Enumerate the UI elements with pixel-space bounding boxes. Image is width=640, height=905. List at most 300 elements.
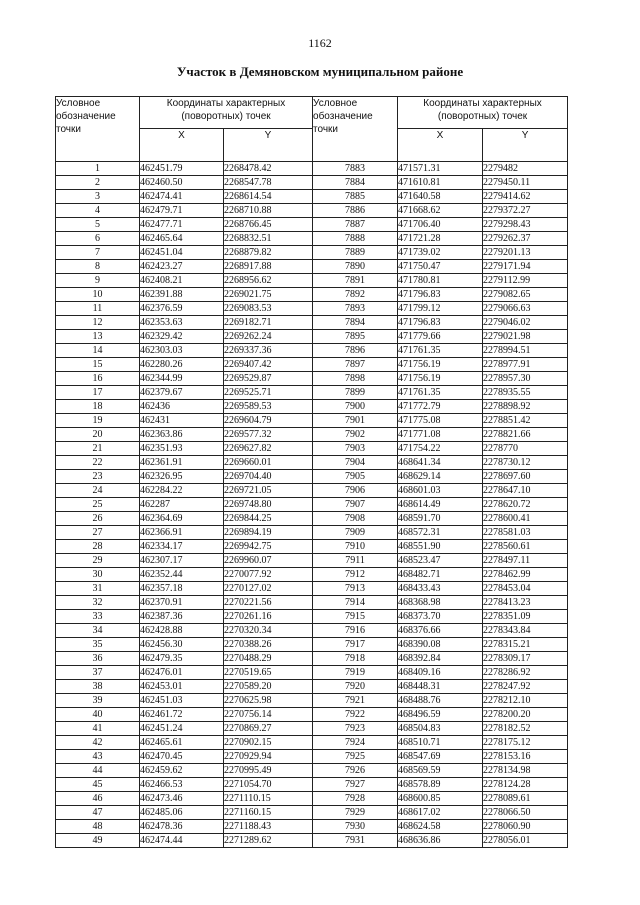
table-row bbox=[56, 610, 568, 624]
point-number-cell: 2 bbox=[56, 176, 140, 190]
point-number-cell: 49 bbox=[56, 834, 140, 848]
x-coordinate-cell: 471761.35 bbox=[398, 386, 483, 400]
x-coordinate-cell: 468624.58 bbox=[398, 820, 483, 834]
table-row bbox=[56, 372, 568, 386]
x-coordinate-cell: 462451.03 bbox=[140, 694, 224, 708]
point-number-cell: 7890 bbox=[313, 260, 398, 274]
x-coordinate-cell: 462423.27 bbox=[140, 260, 224, 274]
x-coordinate-cell: 471779.66 bbox=[398, 330, 483, 344]
point-number-cell: 3 bbox=[56, 190, 140, 204]
x-coordinate-cell: 462326.95 bbox=[140, 470, 224, 484]
x-coordinate-cell: 462451.79 bbox=[140, 162, 224, 176]
y-coordinate-cell: 2268614.54 bbox=[224, 190, 313, 204]
x-coordinate-cell: 462476.01 bbox=[140, 666, 224, 680]
point-number-cell: 7921 bbox=[313, 694, 398, 708]
point-number-cell: 7929 bbox=[313, 806, 398, 820]
table-row bbox=[56, 470, 568, 484]
point-number-cell: 7911 bbox=[313, 554, 398, 568]
y-coordinate-cell: 2269960.07 bbox=[224, 554, 313, 568]
y-coordinate-cell: 2278821.66 bbox=[483, 428, 568, 442]
x-coordinate-cell: 462459.62 bbox=[140, 764, 224, 778]
table-row bbox=[56, 764, 568, 778]
point-number-cell: 45 bbox=[56, 778, 140, 792]
y-coordinate-cell: 2268710.88 bbox=[224, 204, 313, 218]
x-coordinate-cell: 468578.89 bbox=[398, 778, 483, 792]
x-coordinate-cell: 462451.24 bbox=[140, 722, 224, 736]
y-coordinate-cell: 2278343.84 bbox=[483, 624, 568, 638]
y-coordinate-cell: 2278066.50 bbox=[483, 806, 568, 820]
point-number-cell: 7894 bbox=[313, 316, 398, 330]
y-coordinate-cell: 2269844.25 bbox=[224, 512, 313, 526]
x-coordinate-cell: 468591.70 bbox=[398, 512, 483, 526]
y-coordinate-cell: 2269942.75 bbox=[224, 540, 313, 554]
point-number-cell: 23 bbox=[56, 470, 140, 484]
point-number-cell: 21 bbox=[56, 442, 140, 456]
table-row bbox=[56, 568, 568, 582]
table-row bbox=[56, 540, 568, 554]
point-number-cell: 7892 bbox=[313, 288, 398, 302]
point-number-cell: 43 bbox=[56, 750, 140, 764]
point-number-cell: 27 bbox=[56, 526, 140, 540]
x-coordinate-cell: 462387.36 bbox=[140, 610, 224, 624]
y-coordinate-cell: 2278697.60 bbox=[483, 470, 568, 484]
x-coordinate-cell: 468390.08 bbox=[398, 638, 483, 652]
y-coordinate-cell: 2278935.55 bbox=[483, 386, 568, 400]
y-coordinate-cell: 2278153.16 bbox=[483, 750, 568, 764]
y-coordinate-cell: 2269577.32 bbox=[224, 428, 313, 442]
x-coordinate-cell: 462465.61 bbox=[140, 736, 224, 750]
y-coordinate-cell: 2269337.36 bbox=[224, 344, 313, 358]
y-coordinate-cell: 2278851.42 bbox=[483, 414, 568, 428]
table-row bbox=[56, 750, 568, 764]
x-coordinate-cell: 462287 bbox=[140, 498, 224, 512]
y-coordinate-cell: 2278560.61 bbox=[483, 540, 568, 554]
y-coordinate-cell: 2269604.79 bbox=[224, 414, 313, 428]
point-number-cell: 14 bbox=[56, 344, 140, 358]
point-number-cell: 11 bbox=[56, 302, 140, 316]
x-coordinate-cell: 462307.17 bbox=[140, 554, 224, 568]
y-coordinate-cell: 2269529.87 bbox=[224, 372, 313, 386]
point-number-cell: 7898 bbox=[313, 372, 398, 386]
table-row bbox=[56, 288, 568, 302]
y-coordinate-cell: 2278060.90 bbox=[483, 820, 568, 834]
y-coordinate-cell: 2279021.98 bbox=[483, 330, 568, 344]
y-coordinate-cell: 2269894.19 bbox=[224, 526, 313, 540]
y-coordinate-cell: 2270756.14 bbox=[224, 708, 313, 722]
point-number-cell: 7908 bbox=[313, 512, 398, 526]
x-coordinate-cell: 471756.19 bbox=[398, 372, 483, 386]
y-coordinate-cell: 2278124.28 bbox=[483, 778, 568, 792]
y-coordinate-cell: 2279082.65 bbox=[483, 288, 568, 302]
point-number-cell: 17 bbox=[56, 386, 140, 400]
y-coordinate-cell: 2278600.41 bbox=[483, 512, 568, 526]
x-coordinate-cell: 471771.08 bbox=[398, 428, 483, 442]
x-coordinate-cell: 471799.12 bbox=[398, 302, 483, 316]
y-coordinate-cell: 2268956.62 bbox=[224, 274, 313, 288]
x-coordinate-cell: 462284.22 bbox=[140, 484, 224, 498]
x-coordinate-cell: 468572.31 bbox=[398, 526, 483, 540]
point-number-cell: 7904 bbox=[313, 456, 398, 470]
x-coordinate-cell: 462478.36 bbox=[140, 820, 224, 834]
table-row bbox=[56, 708, 568, 722]
x-coordinate-cell: 468547.69 bbox=[398, 750, 483, 764]
point-number-cell: 7893 bbox=[313, 302, 398, 316]
y-coordinate-cell: 2278957.30 bbox=[483, 372, 568, 386]
x-coordinate-cell: 462474.44 bbox=[140, 834, 224, 848]
x-coordinate-cell: 462391.88 bbox=[140, 288, 224, 302]
point-number-cell: 16 bbox=[56, 372, 140, 386]
point-number-cell: 7915 bbox=[313, 610, 398, 624]
point-number-cell: 7888 bbox=[313, 232, 398, 246]
x-coordinate-cell: 462479.71 bbox=[140, 204, 224, 218]
x-coordinate-cell: 462477.71 bbox=[140, 218, 224, 232]
x-coordinate-cell: 468641.34 bbox=[398, 456, 483, 470]
x-coordinate-cell: 462408.21 bbox=[140, 274, 224, 288]
x-coordinate-cell: 468614.49 bbox=[398, 498, 483, 512]
x-coordinate-cell: 471610.81 bbox=[398, 176, 483, 190]
x-coordinate-cell: 462465.64 bbox=[140, 232, 224, 246]
x-coordinate-cell: 471780.81 bbox=[398, 274, 483, 288]
table-row bbox=[56, 414, 568, 428]
y-coordinate-cell: 2268478.42 bbox=[224, 162, 313, 176]
x-coordinate-cell: 468510.71 bbox=[398, 736, 483, 750]
y-coordinate-cell: 2279372.27 bbox=[483, 204, 568, 218]
x-coordinate-cell: 462353.63 bbox=[140, 316, 224, 330]
header-x-left: X bbox=[140, 129, 224, 162]
y-coordinate-cell: 2279171.94 bbox=[483, 260, 568, 274]
x-coordinate-cell: 462428.88 bbox=[140, 624, 224, 638]
x-coordinate-cell: 462303.03 bbox=[140, 344, 224, 358]
point-number-cell: 48 bbox=[56, 820, 140, 834]
y-coordinate-cell: 2270077.92 bbox=[224, 568, 313, 582]
table-row bbox=[56, 652, 568, 666]
point-number-cell: 25 bbox=[56, 498, 140, 512]
y-coordinate-cell: 2268879.82 bbox=[224, 246, 313, 260]
y-coordinate-cell: 2270995.49 bbox=[224, 764, 313, 778]
point-number-cell: 7906 bbox=[313, 484, 398, 498]
point-number-cell: 7895 bbox=[313, 330, 398, 344]
table-row bbox=[56, 624, 568, 638]
table-row bbox=[56, 820, 568, 834]
y-coordinate-cell: 2271160.15 bbox=[224, 806, 313, 820]
x-coordinate-cell: 471571.31 bbox=[398, 162, 483, 176]
y-coordinate-cell: 2270488.29 bbox=[224, 652, 313, 666]
header-coords-left: Координаты характерных (поворотных) точек bbox=[140, 97, 313, 129]
y-coordinate-cell: 2270625.98 bbox=[224, 694, 313, 708]
point-number-cell: 7903 bbox=[313, 442, 398, 456]
table-row bbox=[56, 778, 568, 792]
x-coordinate-cell: 471796.83 bbox=[398, 288, 483, 302]
point-number-cell: 7912 bbox=[313, 568, 398, 582]
y-coordinate-cell: 2278898.92 bbox=[483, 400, 568, 414]
y-coordinate-cell: 2278182.52 bbox=[483, 722, 568, 736]
y-coordinate-cell: 2279046.02 bbox=[483, 316, 568, 330]
y-coordinate-cell: 2269262.24 bbox=[224, 330, 313, 344]
y-coordinate-cell: 2278315.21 bbox=[483, 638, 568, 652]
point-number-cell: 7916 bbox=[313, 624, 398, 638]
y-coordinate-cell: 2270261.16 bbox=[224, 610, 313, 624]
table-row bbox=[56, 176, 568, 190]
point-number-cell: 32 bbox=[56, 596, 140, 610]
y-coordinate-cell: 2278453.04 bbox=[483, 582, 568, 596]
y-coordinate-cell: 2269407.42 bbox=[224, 358, 313, 372]
table-row bbox=[56, 344, 568, 358]
x-coordinate-cell: 468482.71 bbox=[398, 568, 483, 582]
x-coordinate-cell: 468448.31 bbox=[398, 680, 483, 694]
y-coordinate-cell: 2269589.53 bbox=[224, 400, 313, 414]
x-coordinate-cell: 471706.40 bbox=[398, 218, 483, 232]
y-coordinate-cell: 2278462.99 bbox=[483, 568, 568, 582]
point-number-cell: 36 bbox=[56, 652, 140, 666]
x-coordinate-cell: 462461.72 bbox=[140, 708, 224, 722]
point-number-cell: 7927 bbox=[313, 778, 398, 792]
point-number-cell: 8 bbox=[56, 260, 140, 274]
point-number-cell: 7905 bbox=[313, 470, 398, 484]
point-number-cell: 7920 bbox=[313, 680, 398, 694]
point-number-cell: 37 bbox=[56, 666, 140, 680]
point-number-cell: 47 bbox=[56, 806, 140, 820]
point-number-cell: 29 bbox=[56, 554, 140, 568]
table-row bbox=[56, 442, 568, 456]
y-coordinate-cell: 2270320.34 bbox=[224, 624, 313, 638]
point-number-cell: 44 bbox=[56, 764, 140, 778]
x-coordinate-cell: 468617.02 bbox=[398, 806, 483, 820]
header-y-left: Y bbox=[224, 129, 313, 162]
x-coordinate-cell: 471775.08 bbox=[398, 414, 483, 428]
point-number-cell: 10 bbox=[56, 288, 140, 302]
table-row bbox=[56, 806, 568, 820]
x-coordinate-cell: 471756.19 bbox=[398, 358, 483, 372]
point-number-cell: 7910 bbox=[313, 540, 398, 554]
point-number-cell: 7900 bbox=[313, 400, 398, 414]
header-coords-right: Координаты характерных (поворотных) точек bbox=[398, 97, 568, 129]
table-row bbox=[56, 680, 568, 694]
point-number-cell: 7919 bbox=[313, 666, 398, 680]
point-number-cell: 18 bbox=[56, 400, 140, 414]
y-coordinate-cell: 2278286.92 bbox=[483, 666, 568, 680]
y-coordinate-cell: 2270388.26 bbox=[224, 638, 313, 652]
x-coordinate-cell: 462366.91 bbox=[140, 526, 224, 540]
x-coordinate-cell: 462473.46 bbox=[140, 792, 224, 806]
y-coordinate-cell: 2279450.11 bbox=[483, 176, 568, 190]
table-row bbox=[56, 232, 568, 246]
table-row bbox=[56, 358, 568, 372]
y-coordinate-cell: 2269182.71 bbox=[224, 316, 313, 330]
point-number-cell: 28 bbox=[56, 540, 140, 554]
table-row bbox=[56, 498, 568, 512]
point-number-cell: 19 bbox=[56, 414, 140, 428]
table-row bbox=[56, 638, 568, 652]
point-number-cell: 7925 bbox=[313, 750, 398, 764]
y-coordinate-cell: 2278620.72 bbox=[483, 498, 568, 512]
table-row bbox=[56, 526, 568, 540]
x-coordinate-cell: 471772.79 bbox=[398, 400, 483, 414]
y-coordinate-cell: 2271054.70 bbox=[224, 778, 313, 792]
point-number-cell: 12 bbox=[56, 316, 140, 330]
x-coordinate-cell: 468376.66 bbox=[398, 624, 483, 638]
point-number-cell: 7918 bbox=[313, 652, 398, 666]
point-number-cell: 1 bbox=[56, 162, 140, 176]
table-row bbox=[56, 190, 568, 204]
y-coordinate-cell: 2279066.63 bbox=[483, 302, 568, 316]
table-row bbox=[56, 428, 568, 442]
table-row bbox=[56, 302, 568, 316]
point-number-cell: 33 bbox=[56, 610, 140, 624]
x-coordinate-cell: 462280.26 bbox=[140, 358, 224, 372]
y-coordinate-cell: 2279262.37 bbox=[483, 232, 568, 246]
x-coordinate-cell: 462451.04 bbox=[140, 246, 224, 260]
x-coordinate-cell: 468368.98 bbox=[398, 596, 483, 610]
header-y-right: Y bbox=[483, 129, 568, 162]
x-coordinate-cell: 462352.44 bbox=[140, 568, 224, 582]
point-number-cell: 7931 bbox=[313, 834, 398, 848]
y-coordinate-cell: 2269704.40 bbox=[224, 470, 313, 484]
point-number-cell: 7883 bbox=[313, 162, 398, 176]
point-number-cell: 4 bbox=[56, 204, 140, 218]
point-number-cell: 26 bbox=[56, 512, 140, 526]
y-coordinate-cell: 2278089.61 bbox=[483, 792, 568, 806]
x-coordinate-cell: 462379.67 bbox=[140, 386, 224, 400]
y-coordinate-cell: 2269525.71 bbox=[224, 386, 313, 400]
y-coordinate-cell: 2269627.82 bbox=[224, 442, 313, 456]
y-coordinate-cell: 2279112.99 bbox=[483, 274, 568, 288]
table-row bbox=[56, 400, 568, 414]
point-number-cell: 34 bbox=[56, 624, 140, 638]
point-number-cell: 24 bbox=[56, 484, 140, 498]
x-coordinate-cell: 471640.58 bbox=[398, 190, 483, 204]
table-row bbox=[56, 386, 568, 400]
y-coordinate-cell: 2268547.78 bbox=[224, 176, 313, 190]
point-number-cell: 7924 bbox=[313, 736, 398, 750]
point-number-cell: 7891 bbox=[313, 274, 398, 288]
page-number: 1162 bbox=[308, 36, 332, 50]
x-coordinate-cell: 462466.53 bbox=[140, 778, 224, 792]
y-coordinate-cell: 2279482 bbox=[483, 162, 568, 176]
x-coordinate-cell: 468636.86 bbox=[398, 834, 483, 848]
table-row bbox=[56, 456, 568, 470]
x-coordinate-cell: 462470.45 bbox=[140, 750, 224, 764]
y-coordinate-cell: 2269021.75 bbox=[224, 288, 313, 302]
x-coordinate-cell: 471750.47 bbox=[398, 260, 483, 274]
point-number-cell: 7909 bbox=[313, 526, 398, 540]
x-coordinate-cell: 462344.99 bbox=[140, 372, 224, 386]
point-number-cell: 9 bbox=[56, 274, 140, 288]
table-row bbox=[56, 834, 568, 848]
x-coordinate-cell: 462329.42 bbox=[140, 330, 224, 344]
y-coordinate-cell: 2269083.53 bbox=[224, 302, 313, 316]
point-number-cell: 7902 bbox=[313, 428, 398, 442]
table-row bbox=[56, 512, 568, 526]
x-coordinate-cell: 462364.69 bbox=[140, 512, 224, 526]
y-coordinate-cell: 2270869.27 bbox=[224, 722, 313, 736]
table-body bbox=[56, 162, 568, 848]
table-row bbox=[56, 582, 568, 596]
x-coordinate-cell: 462376.59 bbox=[140, 302, 224, 316]
y-coordinate-cell: 2279201.13 bbox=[483, 246, 568, 260]
x-coordinate-cell: 462363.86 bbox=[140, 428, 224, 442]
table-row bbox=[56, 260, 568, 274]
point-number-cell: 7901 bbox=[313, 414, 398, 428]
y-coordinate-cell: 2278247.92 bbox=[483, 680, 568, 694]
y-coordinate-cell: 2269721.05 bbox=[224, 484, 313, 498]
x-coordinate-cell: 471739.02 bbox=[398, 246, 483, 260]
point-number-cell: 7887 bbox=[313, 218, 398, 232]
point-number-cell: 7884 bbox=[313, 176, 398, 190]
point-number-cell: 7899 bbox=[313, 386, 398, 400]
point-number-cell: 22 bbox=[56, 456, 140, 470]
y-coordinate-cell: 2278770 bbox=[483, 442, 568, 456]
table-row bbox=[56, 162, 568, 176]
point-number-cell: 7886 bbox=[313, 204, 398, 218]
y-coordinate-cell: 2268766.45 bbox=[224, 218, 313, 232]
table-row bbox=[56, 596, 568, 610]
y-coordinate-cell: 2278056.01 bbox=[483, 834, 568, 848]
table-row bbox=[56, 694, 568, 708]
y-coordinate-cell: 2278309.17 bbox=[483, 652, 568, 666]
y-coordinate-cell: 2270902.15 bbox=[224, 736, 313, 750]
point-number-cell: 7917 bbox=[313, 638, 398, 652]
table-row bbox=[56, 554, 568, 568]
x-coordinate-cell: 468523.47 bbox=[398, 554, 483, 568]
x-coordinate-cell: 471721.28 bbox=[398, 232, 483, 246]
table-row bbox=[56, 316, 568, 330]
y-coordinate-cell: 2271188.43 bbox=[224, 820, 313, 834]
point-number-cell: 40 bbox=[56, 708, 140, 722]
point-number-cell: 7907 bbox=[313, 498, 398, 512]
y-coordinate-cell: 2270519.65 bbox=[224, 666, 313, 680]
x-coordinate-cell: 462361.91 bbox=[140, 456, 224, 470]
point-number-cell: 41 bbox=[56, 722, 140, 736]
x-coordinate-cell: 468409.16 bbox=[398, 666, 483, 680]
point-number-cell: 7897 bbox=[313, 358, 398, 372]
x-coordinate-cell: 462460.50 bbox=[140, 176, 224, 190]
table-row bbox=[56, 792, 568, 806]
x-coordinate-cell: 468433.43 bbox=[398, 582, 483, 596]
y-coordinate-cell: 2270589.20 bbox=[224, 680, 313, 694]
table-row bbox=[56, 722, 568, 736]
x-coordinate-cell: 468496.59 bbox=[398, 708, 483, 722]
table-row bbox=[56, 274, 568, 288]
x-coordinate-cell: 462436 bbox=[140, 400, 224, 414]
x-coordinate-cell: 471668.62 bbox=[398, 204, 483, 218]
x-coordinate-cell: 471761.35 bbox=[398, 344, 483, 358]
y-coordinate-cell: 2271110.15 bbox=[224, 792, 313, 806]
table-row bbox=[56, 246, 568, 260]
point-number-cell: 7923 bbox=[313, 722, 398, 736]
y-coordinate-cell: 2271289.62 bbox=[224, 834, 313, 848]
table-row bbox=[56, 666, 568, 680]
point-number-cell: 35 bbox=[56, 638, 140, 652]
y-coordinate-cell: 2278497.11 bbox=[483, 554, 568, 568]
y-coordinate-cell: 2278581.03 bbox=[483, 526, 568, 540]
y-coordinate-cell: 2270221.56 bbox=[224, 596, 313, 610]
header-x-right: X bbox=[398, 129, 483, 162]
table-row bbox=[56, 330, 568, 344]
table-row bbox=[56, 218, 568, 232]
point-number-cell: 7922 bbox=[313, 708, 398, 722]
y-coordinate-cell: 2278977.91 bbox=[483, 358, 568, 372]
y-coordinate-cell: 2270127.02 bbox=[224, 582, 313, 596]
point-number-cell: 7914 bbox=[313, 596, 398, 610]
y-coordinate-cell: 2278413.23 bbox=[483, 596, 568, 610]
point-number-cell: 20 bbox=[56, 428, 140, 442]
x-coordinate-cell: 462474.41 bbox=[140, 190, 224, 204]
point-number-cell: 7926 bbox=[313, 764, 398, 778]
x-coordinate-cell: 468504.83 bbox=[398, 722, 483, 736]
y-coordinate-cell: 2269660.01 bbox=[224, 456, 313, 470]
x-coordinate-cell: 468600.85 bbox=[398, 792, 483, 806]
y-coordinate-cell: 2278994.51 bbox=[483, 344, 568, 358]
